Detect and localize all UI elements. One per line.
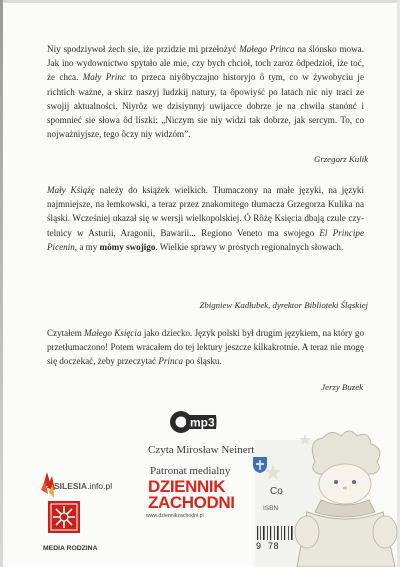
quote-kulik-text: Niy spodziywoł żech sie, iże przidzie mi przełożyć Małego Princa na ślónsko mowa. Jak ino wydownictwo spytało ale mie, czy bych chcioł, toch zaroz ôdpedzioł, iże toć, że chca. Mały Princ to przeca niyôbyczajno historyjo ô tym, co w żywobyciu je richtich ważne, a skirz naszyj ludzkij natury, ta ôpowiyść po latach nic niy traci ze swojij aktualności. Niyrôz we dzisiynnyj uwijacce dobrze je na chwila stanónć i spomnieć sie słowa ôd liszki: „Niczym sie niy widzi tak dobrze, jak sercym. To, co nojważniyjsze, tego ôczy niy widzóm”. — [47, 44, 364, 140]
silesia-info-wordmark: SILESIA.info.pl — [54, 481, 113, 491]
media-patronage-label: Patronat medialny — [150, 465, 231, 477]
signature-buzek: Jerzy Buzek — [321, 382, 363, 392]
shield-logo-icon — [252, 456, 268, 474]
cover-edge-left — [0, 0, 3, 567]
dziennik-zachodni-line2: ZACHODNI — [148, 493, 235, 512]
signature-kulik: Grzegorz Kulik — [313, 154, 368, 164]
quote-kulik — [47, 42, 364, 141]
media-rodzina-label: MEDIA RODZINA — [43, 545, 98, 552]
quote-kadlubek — [47, 183, 364, 254]
quote-buzek — [47, 326, 364, 369]
partial-cover-text: Co — [270, 486, 283, 497]
mp3-logo-icon — [168, 409, 218, 435]
barcode-digits: 78 — [268, 541, 280, 551]
quote-kadlubek-text: Mały Kśiążę należy do książek wielkich. Tłumaczony na małe języki, na języki najmniejsze, na łemkowski, a teraz przez znakomitego tłumacza Grzegorza Kulika na śląski. Wcześniej ukazał się w wersji wielkopolskiej. Ó Rôżę Księcia dbają czule czytelnicy w Asturii, Aragonii, Bawarii... Regiono Veneto ma swojego El Principe Picenin, a my mômy swojigo. Wielkie sprawy w prostych regionalnych słowach. — [47, 185, 364, 252]
quote-buzek-text: Czytałem Małego Księcia jako dziecko. Język polski był drugim językiem, na który go przetłumaczono! Potem wracałem do tej lektury jeszcze kilkakrotnie. A teraz nie mogę się doczekać, żeby przeczytać Princa po śląsku. — [47, 328, 364, 367]
media-rodzina-logo-icon — [47, 500, 81, 534]
narrator-credit: Czyta Mirosław Neinert — [148, 444, 255, 456]
mp3-label: mp3 — [190, 415, 215, 430]
barcode-first-digit: 9 — [256, 541, 262, 551]
dziennik-zachodni-line1: DZIENNIK — [148, 477, 226, 496]
signature-kadlubek: Zbigniew Kadłubek, dyrektor Biblioteki Śląskiej — [199, 300, 368, 310]
cover-edge-top — [0, 0, 400, 3]
dziennik-zachodni-url: www.dziennikzachodni.pl — [146, 513, 204, 519]
isbn-label: ISBN — [263, 505, 279, 512]
dziennik-zachodni-logo — [148, 479, 236, 511]
